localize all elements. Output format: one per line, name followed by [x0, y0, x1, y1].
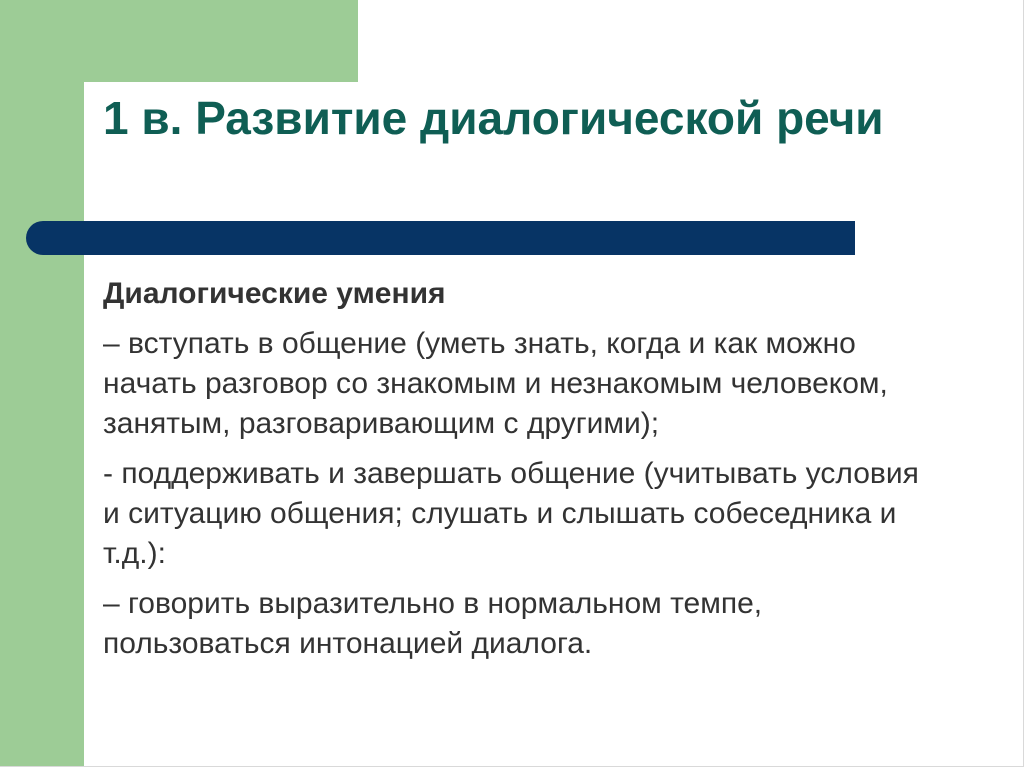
subheading: Диалогические умения	[103, 277, 446, 310]
green-top-block	[84, 0, 358, 82]
title-underline-bar	[26, 221, 855, 255]
slide-title: 1 в. Развитие диалогической речи	[103, 92, 884, 144]
body-paragraph-1: – вступать в общение (уметь знать, когда и как можно начать разговор со знакомым и незнакомым человеком, занятым, разговаривающим с другими);	[103, 327, 888, 440]
body-paragraph-2: - поддерживать и завершать общение (учитывать условия и ситуацию общения; слушать и слышать собеседника и т.д.):	[103, 457, 919, 570]
body-paragraph-3: – говорить выразительно в нормальном темпе, пользоваться интонацией диалога.	[103, 587, 763, 660]
slide-body	[103, 274, 933, 674]
green-side-band	[0, 0, 84, 767]
